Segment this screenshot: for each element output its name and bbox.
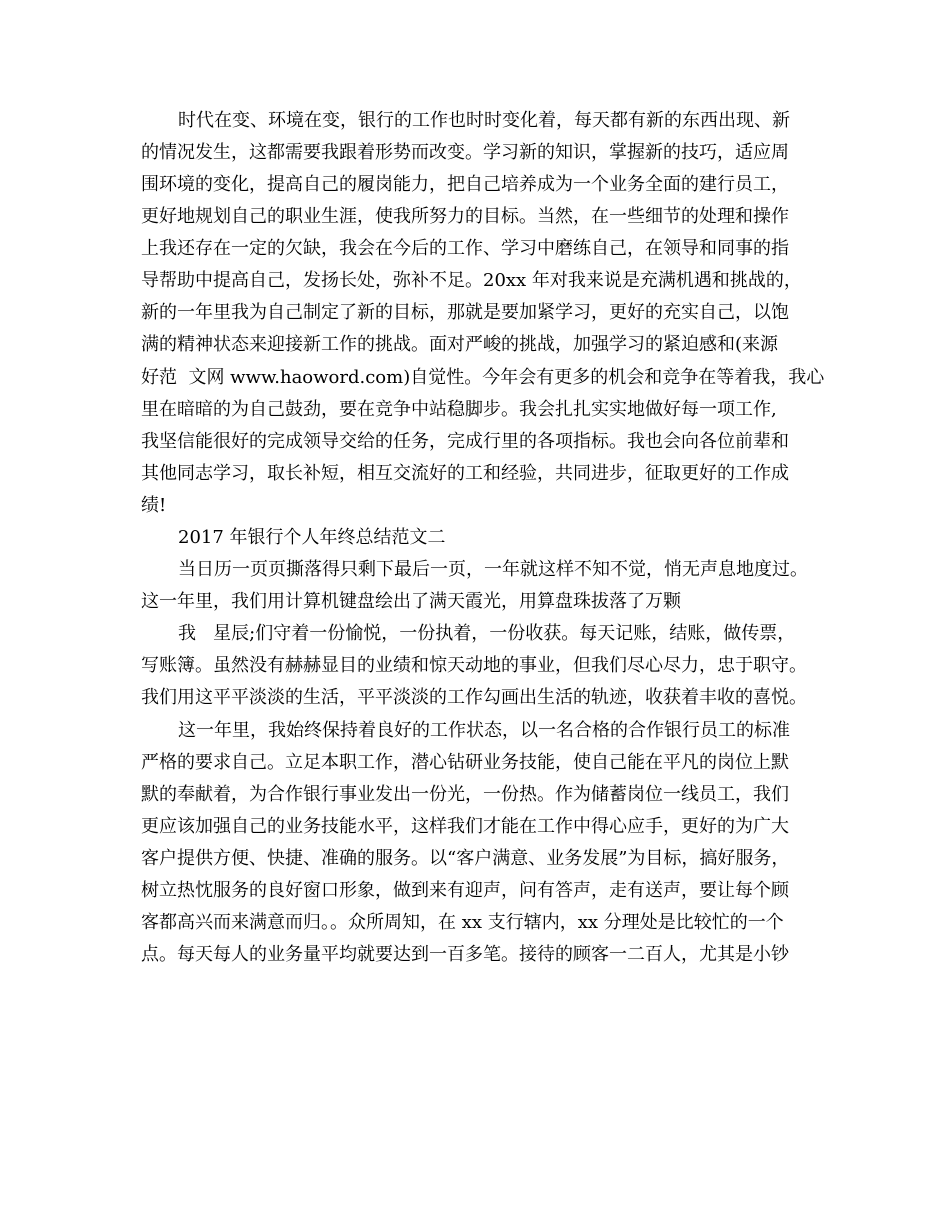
paragraph-3-line: 我们用这平平淡淡的生活，平平淡淡的工作勾画出生活的轨迹，收获着丰收的喜悦。 — [141, 687, 807, 708]
section-heading: 2017 年银行个人年终总结范文二 — [178, 527, 446, 548]
paragraph-1-line: 其他同志学习，取长补短，相互交流好的工和经验，共同进步，征取更好的工作成 — [141, 463, 789, 484]
paragraph-3-line: 写账簿。虽然没有赫赫显目的业绩和惊天动地的事业，但我们尽心尽力，忠于职守。 — [141, 655, 807, 676]
paragraph-1-line: 的情况发生，这都需要我跟着形势而改变。学习新的知识，掌握新的技巧，适应周 — [141, 142, 789, 163]
paragraph-4-line: 客户提供方便、快捷、准确的服务。以“客户满意、业务发展”为目标，搞好服务， — [141, 848, 790, 869]
paragraph-1-line: 满的精神状态来迎接新工作的挑战。面对严峻的挑战，加强学习的紧迫感和(来源 — [141, 334, 779, 355]
paragraph-1-line: 绩! — [141, 495, 167, 516]
paragraph-4-line: 点。每天每人的业务量平均就要达到一百多笔。接待的顾客一二百人，尤其是小钞 — [141, 944, 789, 965]
paragraph-4-line: 严格的要求自己。立足本职工作，潜心钻研业务技能，使自己能在平凡的岗位上默 — [141, 752, 789, 773]
paragraph-2-line: 当日历一页页撕落得只剩下最后一页，一年就这样不知不觉，悄无声息地度过。 — [178, 559, 808, 580]
paragraph-3-line: 我 星辰;们守着一份愉悦，一份执着，一份收获。每天记账，结账，做传票， — [178, 623, 796, 644]
paragraph-1-line: 围环境的变化，提高自己的履岗能力，把自己培养成为一个业务全面的建行员工， — [141, 174, 789, 195]
paragraph-4-line: 客都高兴而来满意而归。。众所周知，在 xx 支行辖内，xx 分理处是比较忙的一个 — [141, 912, 784, 933]
paragraph-4-line: 默的奉献着，为合作银行事业发出一份光，一份热。作为储蓄岗位一线员工，我们 — [141, 784, 789, 805]
paragraph-4-line: 这一年里，我始终保持着良好的工作状态，以一名合格的合作银行员工的标准 — [178, 720, 790, 741]
paragraph-1-line: 里在暗暗的为自己鼓劲，要在竞争中站稳脚步。我会扎扎实实地做好每一项工作, — [141, 399, 777, 420]
paragraph-1-line: 导帮助中提高自己，发扬长处，弥补不足。20xx 年对我来说是充满机遇和挑战的， — [141, 270, 802, 291]
paragraph-1-line: 新的一年里我为自己制定了新的目标，那就是要加紧学习，更好的充实自己，以饱 — [141, 302, 789, 323]
paragraph-4-line: 更应该加强自己的业务技能水平，这样我们才能在工作中得心应手，更好的为广大 — [141, 816, 789, 837]
paragraph-1-line: 好范 文网 www.haoword.com)自觉性。今年会有更多的机会和竞争在等着我，我心 — [141, 367, 825, 388]
paragraph-1-line: 上我还存在一定的欠缺，我会在今后的工作、学习中磨练自己，在领导和同事的指 — [141, 238, 789, 259]
paragraph-1-line: 更好地规划自己的职业生涯，使我所努力的目标。当然，在一些细节的处理和操作 — [141, 206, 789, 227]
paragraph-1-line: 时代在变、环境在变，银行的工作也时时变化着，每天都有新的东西出现、新 — [178, 110, 790, 131]
paragraph-2-line: 这一年里，我们用计算机键盘绘出了满天霞光，用算盘珠拔落了万颗 — [141, 591, 681, 612]
paragraph-1-line: 我坚信能很好的完成领导交给的任务，完成行里的各项指标。我也会向各位前辈和 — [141, 431, 789, 452]
paragraph-4-line: 树立热忱服务的良好窗口形象，做到来有迎声，问有答声，走有送声，要让每个顾 — [141, 880, 789, 901]
